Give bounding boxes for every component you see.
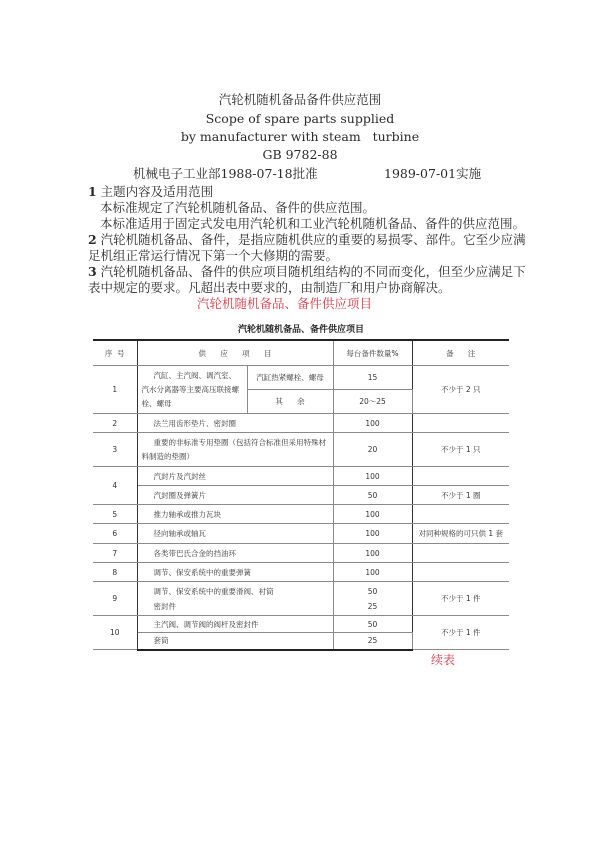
table-row bbox=[93, 366, 509, 390]
red-heading: 汽轮机随机备品、备件供应项目 bbox=[197, 296, 373, 311]
header-no: 序 号 bbox=[93, 340, 137, 366]
row-1-sub-2: 其 余 bbox=[247, 390, 333, 414]
row-10-item-2: 套筒 bbox=[137, 633, 333, 650]
row-3-qty: 20 bbox=[333, 433, 412, 467]
row-4-qty-2: 50 bbox=[333, 486, 412, 505]
row-1-qty-2: 20～25 bbox=[333, 390, 412, 414]
row-10-note: 不少于 1 件 bbox=[412, 616, 509, 650]
table-row bbox=[93, 467, 509, 486]
row-10-qty-2: 25 bbox=[333, 633, 412, 650]
row-4-item-2: 汽封圈及弹簧片 bbox=[137, 486, 333, 505]
title-en-2: by manufacturer with steam turbine bbox=[180, 129, 420, 144]
table-row bbox=[93, 433, 509, 467]
standard-number: GB 9782-88 bbox=[262, 147, 338, 162]
row-1-qty-1: 15 bbox=[333, 366, 412, 390]
row-2-no: 2 bbox=[93, 414, 137, 433]
row-6-item: 径向轴承或轴瓦 bbox=[137, 524, 333, 544]
row-7-note bbox=[412, 544, 509, 563]
section-3-line-1: 3 汽轮机随机备品、备件的供应项目随机组结构的不同而变化，但至少应满足下 bbox=[88, 264, 526, 279]
row-7-item: 各类带巴氏合金的挡油环 bbox=[137, 544, 333, 563]
table-row bbox=[93, 524, 509, 544]
row-9-qty: 50 25 bbox=[333, 582, 412, 616]
row-3-no: 3 bbox=[93, 433, 137, 467]
row-5-qty: 100 bbox=[333, 505, 412, 524]
row-6-note: 对同种规格的可只供 1 套 bbox=[412, 524, 509, 544]
row-8-no: 8 bbox=[93, 563, 137, 582]
row-6-no: 6 bbox=[93, 524, 137, 544]
title-en-1: Scope of spare parts supplied bbox=[205, 111, 395, 126]
table-row bbox=[93, 486, 509, 505]
row-7-qty: 100 bbox=[333, 544, 412, 563]
row-8-note bbox=[412, 563, 509, 582]
row-8-qty: 100 bbox=[333, 563, 412, 582]
title-cn: 汽轮机随机备品备件供应范围 bbox=[218, 92, 382, 107]
row-9-note: 不少于 1 件 bbox=[412, 582, 509, 616]
section-2-line-1: 2 汽轮机随机备品、备件，是指应随机供应的重要的易损零、部件。它至少应满 bbox=[88, 232, 526, 247]
header-note: 备 注 bbox=[412, 340, 509, 366]
continued-label: 续表 bbox=[431, 653, 456, 667]
header-qty: 每台备件数量% bbox=[333, 340, 412, 366]
table-row bbox=[93, 582, 509, 616]
row-5-item: 推力轴承或推力瓦块 bbox=[137, 505, 333, 524]
section-1-para-1: 本标准规定了汽轮机随机备品、备件的供应范围。 bbox=[100, 200, 376, 215]
row-4-no: 4 bbox=[93, 467, 137, 505]
row-3-note: 不少于 1 只 bbox=[412, 433, 509, 467]
table-header-row bbox=[93, 340, 509, 366]
row-10-no: 10 bbox=[93, 616, 137, 650]
row-1-note: 不少于 2 只 bbox=[412, 366, 509, 414]
row-10-qty-1: 50 bbox=[333, 616, 412, 633]
row-4-note-2: 不少于 1 圈 bbox=[412, 486, 509, 505]
row-2-note bbox=[412, 414, 509, 433]
section-1-para-2: 本标准适用于固定式发电用汽轮机和工业汽轮机随机备品、备件的供应范围。 bbox=[100, 216, 526, 231]
row-5-no: 5 bbox=[93, 505, 137, 524]
row-6-qty: 100 bbox=[333, 524, 412, 544]
row-9-item: 调节、保安系统中的重要滑阀、衬筒 密封件 bbox=[137, 582, 333, 616]
row-2-qty: 100 bbox=[333, 414, 412, 433]
row-1-sub-1: 汽缸热紧螺栓、螺母 bbox=[247, 366, 333, 390]
row-9-no: 9 bbox=[93, 582, 137, 616]
section-1-heading: 1 主题内容及适用范围 bbox=[88, 184, 214, 199]
table-caption: 汽轮机随机备品、备件供应项目 bbox=[237, 325, 364, 335]
row-3-item: 重要的非标准专用垫圈（包括符合标准但采用特殊材料制造的垫圈） bbox=[137, 433, 333, 467]
row-4-item-1: 汽封片及汽封丝 bbox=[137, 467, 333, 486]
row-1-no: 1 bbox=[93, 366, 137, 414]
header-item: 供 应 项 目 bbox=[137, 340, 333, 366]
row-10-item-1: 主汽阀、调节阀的阀杆及密封件 bbox=[137, 616, 333, 633]
row-8-item: 调节、保安系统中的重要弹簧 bbox=[137, 563, 333, 582]
row-2-item: 法兰用齿形垫片、密封圈 bbox=[137, 414, 333, 433]
row-7-no: 7 bbox=[93, 544, 137, 563]
spare-parts-table bbox=[93, 339, 509, 651]
row-5-note bbox=[412, 505, 509, 524]
table-row bbox=[93, 414, 509, 433]
effective-date: 1989-07-01实施 bbox=[384, 166, 482, 181]
section-2-line-2: 足机组正常运行情况下第一个大修期的需要。 bbox=[88, 248, 339, 263]
section-3-line-2: 表中规定的要求。凡超出表中要求的，由制造厂和用户协商解决。 bbox=[88, 280, 451, 295]
table-row bbox=[93, 616, 509, 633]
table-row bbox=[93, 544, 509, 563]
row-1-item: 汽缸、主汽阀、调汽室、汽水分离器等主要高压联接螺栓、螺母 bbox=[137, 366, 247, 414]
table-row bbox=[93, 505, 509, 524]
row-4-note-1 bbox=[412, 467, 509, 486]
approval-line: 机械电子工业部1988-07-18批准 bbox=[133, 166, 318, 181]
row-4-qty-1: 100 bbox=[333, 467, 412, 486]
table-row bbox=[93, 563, 509, 582]
